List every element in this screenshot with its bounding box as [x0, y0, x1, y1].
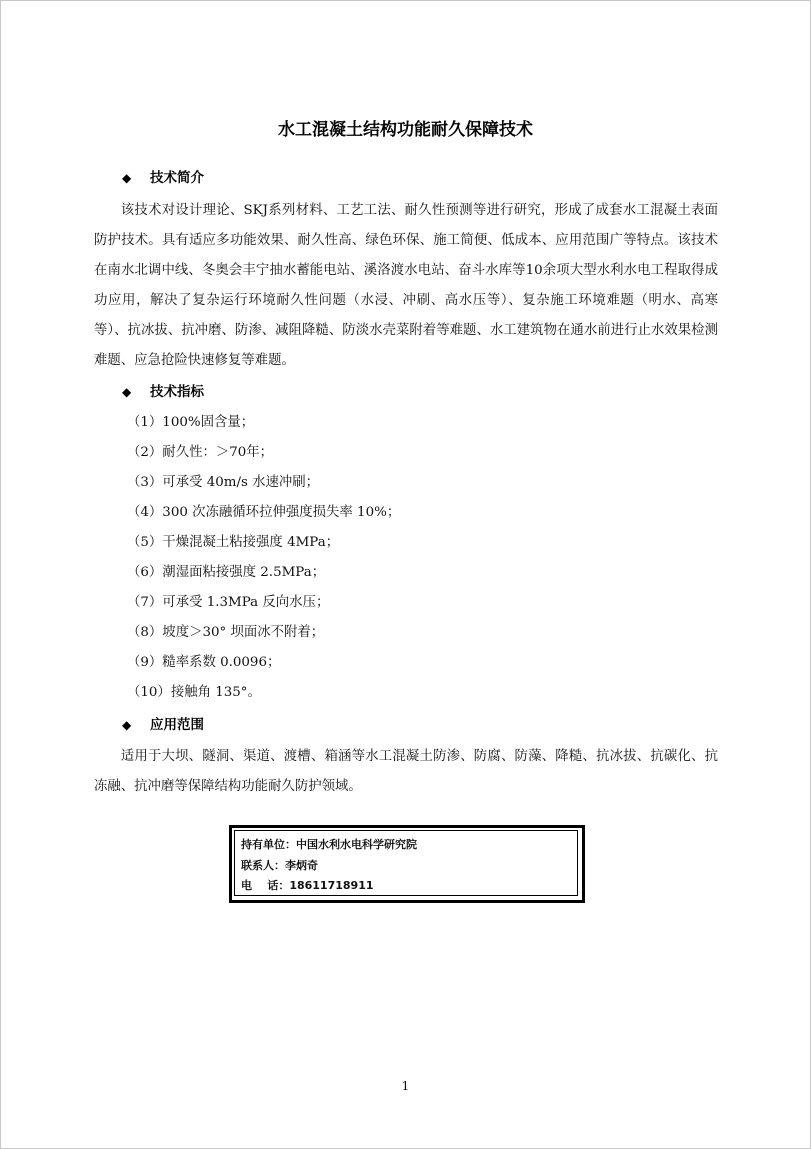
spec-item: （2）耐久性：＞70年； [127, 445, 274, 460]
scope-paragraph: 适用于大坝、隧洞、渠道、渡槽、箱涵等水工混凝土防渗、防腐、防藻、降糙、抗冰拔、抗碳化、抗冻融、抗冲磨等保障结构功能耐久防护领域。 [94, 749, 718, 794]
spec-item: （6）潮湿面粘接强度 2.5MPa； [127, 565, 326, 580]
spec-item: （9）糙率系数 0.0096； [127, 655, 281, 670]
diamond-bullet-icon: ◆ [122, 385, 132, 399]
spec-list [127, 408, 400, 708]
spec-item: （1）100%固含量； [127, 415, 255, 430]
section-heading-label: 应用范围 [150, 717, 204, 733]
spec-item: （5）干燥混凝土粘接强度 4MPa； [127, 535, 340, 550]
section-heading-intro [122, 167, 204, 189]
section-heading-scope [122, 714, 204, 736]
intro-paragraph: 该技术对设计理论、SKJ系列材料、工艺工法、耐久性预测等进行研究，形成了成套水工混凝土表面防护技术。具有适应多功能效果、耐久性高、绿色环保、施工简便、低成本、应用范围广等特点。该技术在南水北调中线、冬奥会丰宁抽水蓄能电站、溪洛渡水电站、奋斗水库等10余项大型水利水电工程取得成功应用，解决了复杂运行环境耐久性问题（水浸、冲刷、高水压等）、复杂施工环境难题（明水、高寒等）、抗冰拔、抗冲磨、防渗、减阻降糙、防淡水壳菜附着等难题、水工建筑物在通水前进行止水效果检测难题、应急抢险快速修复等难题。 [94, 203, 718, 368]
document-title: 水工混凝土结构功能耐久保障技术 [278, 120, 533, 140]
contact-phone: 电 话：18611718911 [241, 879, 374, 892]
spec-item: （3）可承受 40m/s 水速冲刷； [127, 475, 320, 490]
contact-holder: 持有单位：中国水利水电科学研究院 [241, 838, 417, 851]
diamond-bullet-icon: ◆ [122, 171, 132, 185]
spec-item: （10）接触角 135°。 [127, 685, 261, 700]
spec-item: （8）坡度＞30° 坝面冰不附着； [127, 625, 325, 640]
section-heading-label: 技术简介 [150, 170, 204, 186]
contact-box-inner [234, 830, 578, 896]
contact-person: 联系人：李炳奇 [241, 858, 318, 872]
contact-box [229, 825, 585, 903]
section-heading-specs [122, 381, 204, 403]
section-heading-label: 技术指标 [150, 384, 204, 400]
page-number: 1 [401, 1079, 410, 1093]
spec-item: （4）300 次冻融循环拉伸强度损失率 10%； [127, 505, 401, 520]
spec-item: （7）可承受 1.3MPa 反向水压； [127, 595, 330, 610]
diamond-bullet-icon: ◆ [122, 718, 132, 732]
